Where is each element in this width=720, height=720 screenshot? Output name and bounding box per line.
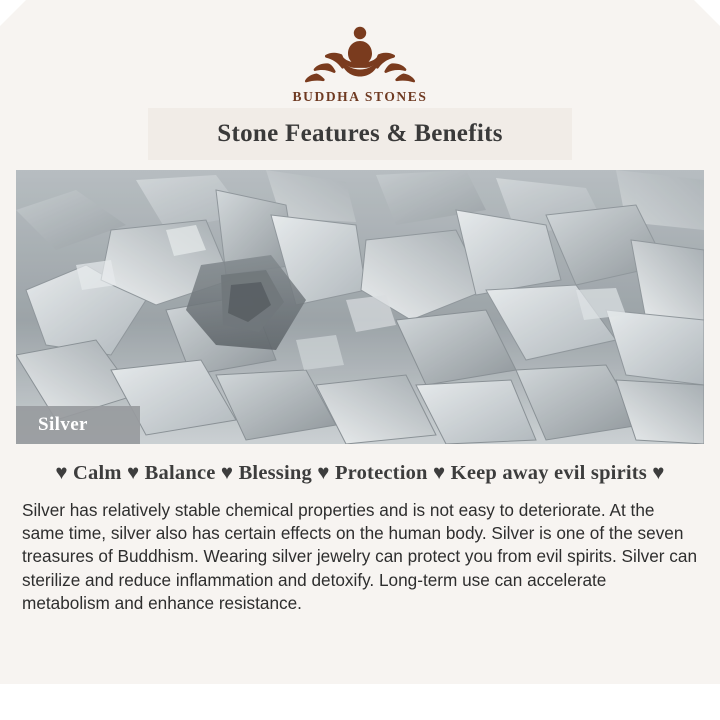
bottom-white-strip (0, 684, 720, 720)
corner-decoration-top-left (0, 0, 26, 26)
section-title-band (0, 108, 720, 160)
benefit-keywords: ♥ Calm ♥ Balance ♥ Blessing ♥ Protection ♥ Keep away evil spirits ♥ (55, 462, 665, 484)
benefits-section (22, 462, 698, 615)
stone-photo (16, 170, 704, 444)
stone-photo-graphic (16, 170, 704, 444)
brand-header (0, 0, 720, 104)
stone-description: Silver has relatively stable chemical properties and is not easy to deteriorate. At the same time, silver also has certain effects on the human body. Silver is one of the seven treasures of Buddhism. Wearing silver jewelry can protect you from evil spirits. Silver can sterilize and reduce inflammation and detoxify. Long-term use can accelerate metabolism and enhance resistance. (22, 500, 698, 613)
page-title: Stone Features & Benefits (217, 120, 503, 147)
lotus-buddha-icon (0, 22, 720, 84)
stone-name-label: Silver (16, 406, 140, 444)
corner-decoration-bottom-right (694, 694, 720, 720)
brand-name: BUDDHA STONES (292, 89, 428, 104)
corner-decoration-top-right (694, 0, 720, 26)
corner-decoration-bottom-left (0, 694, 26, 720)
